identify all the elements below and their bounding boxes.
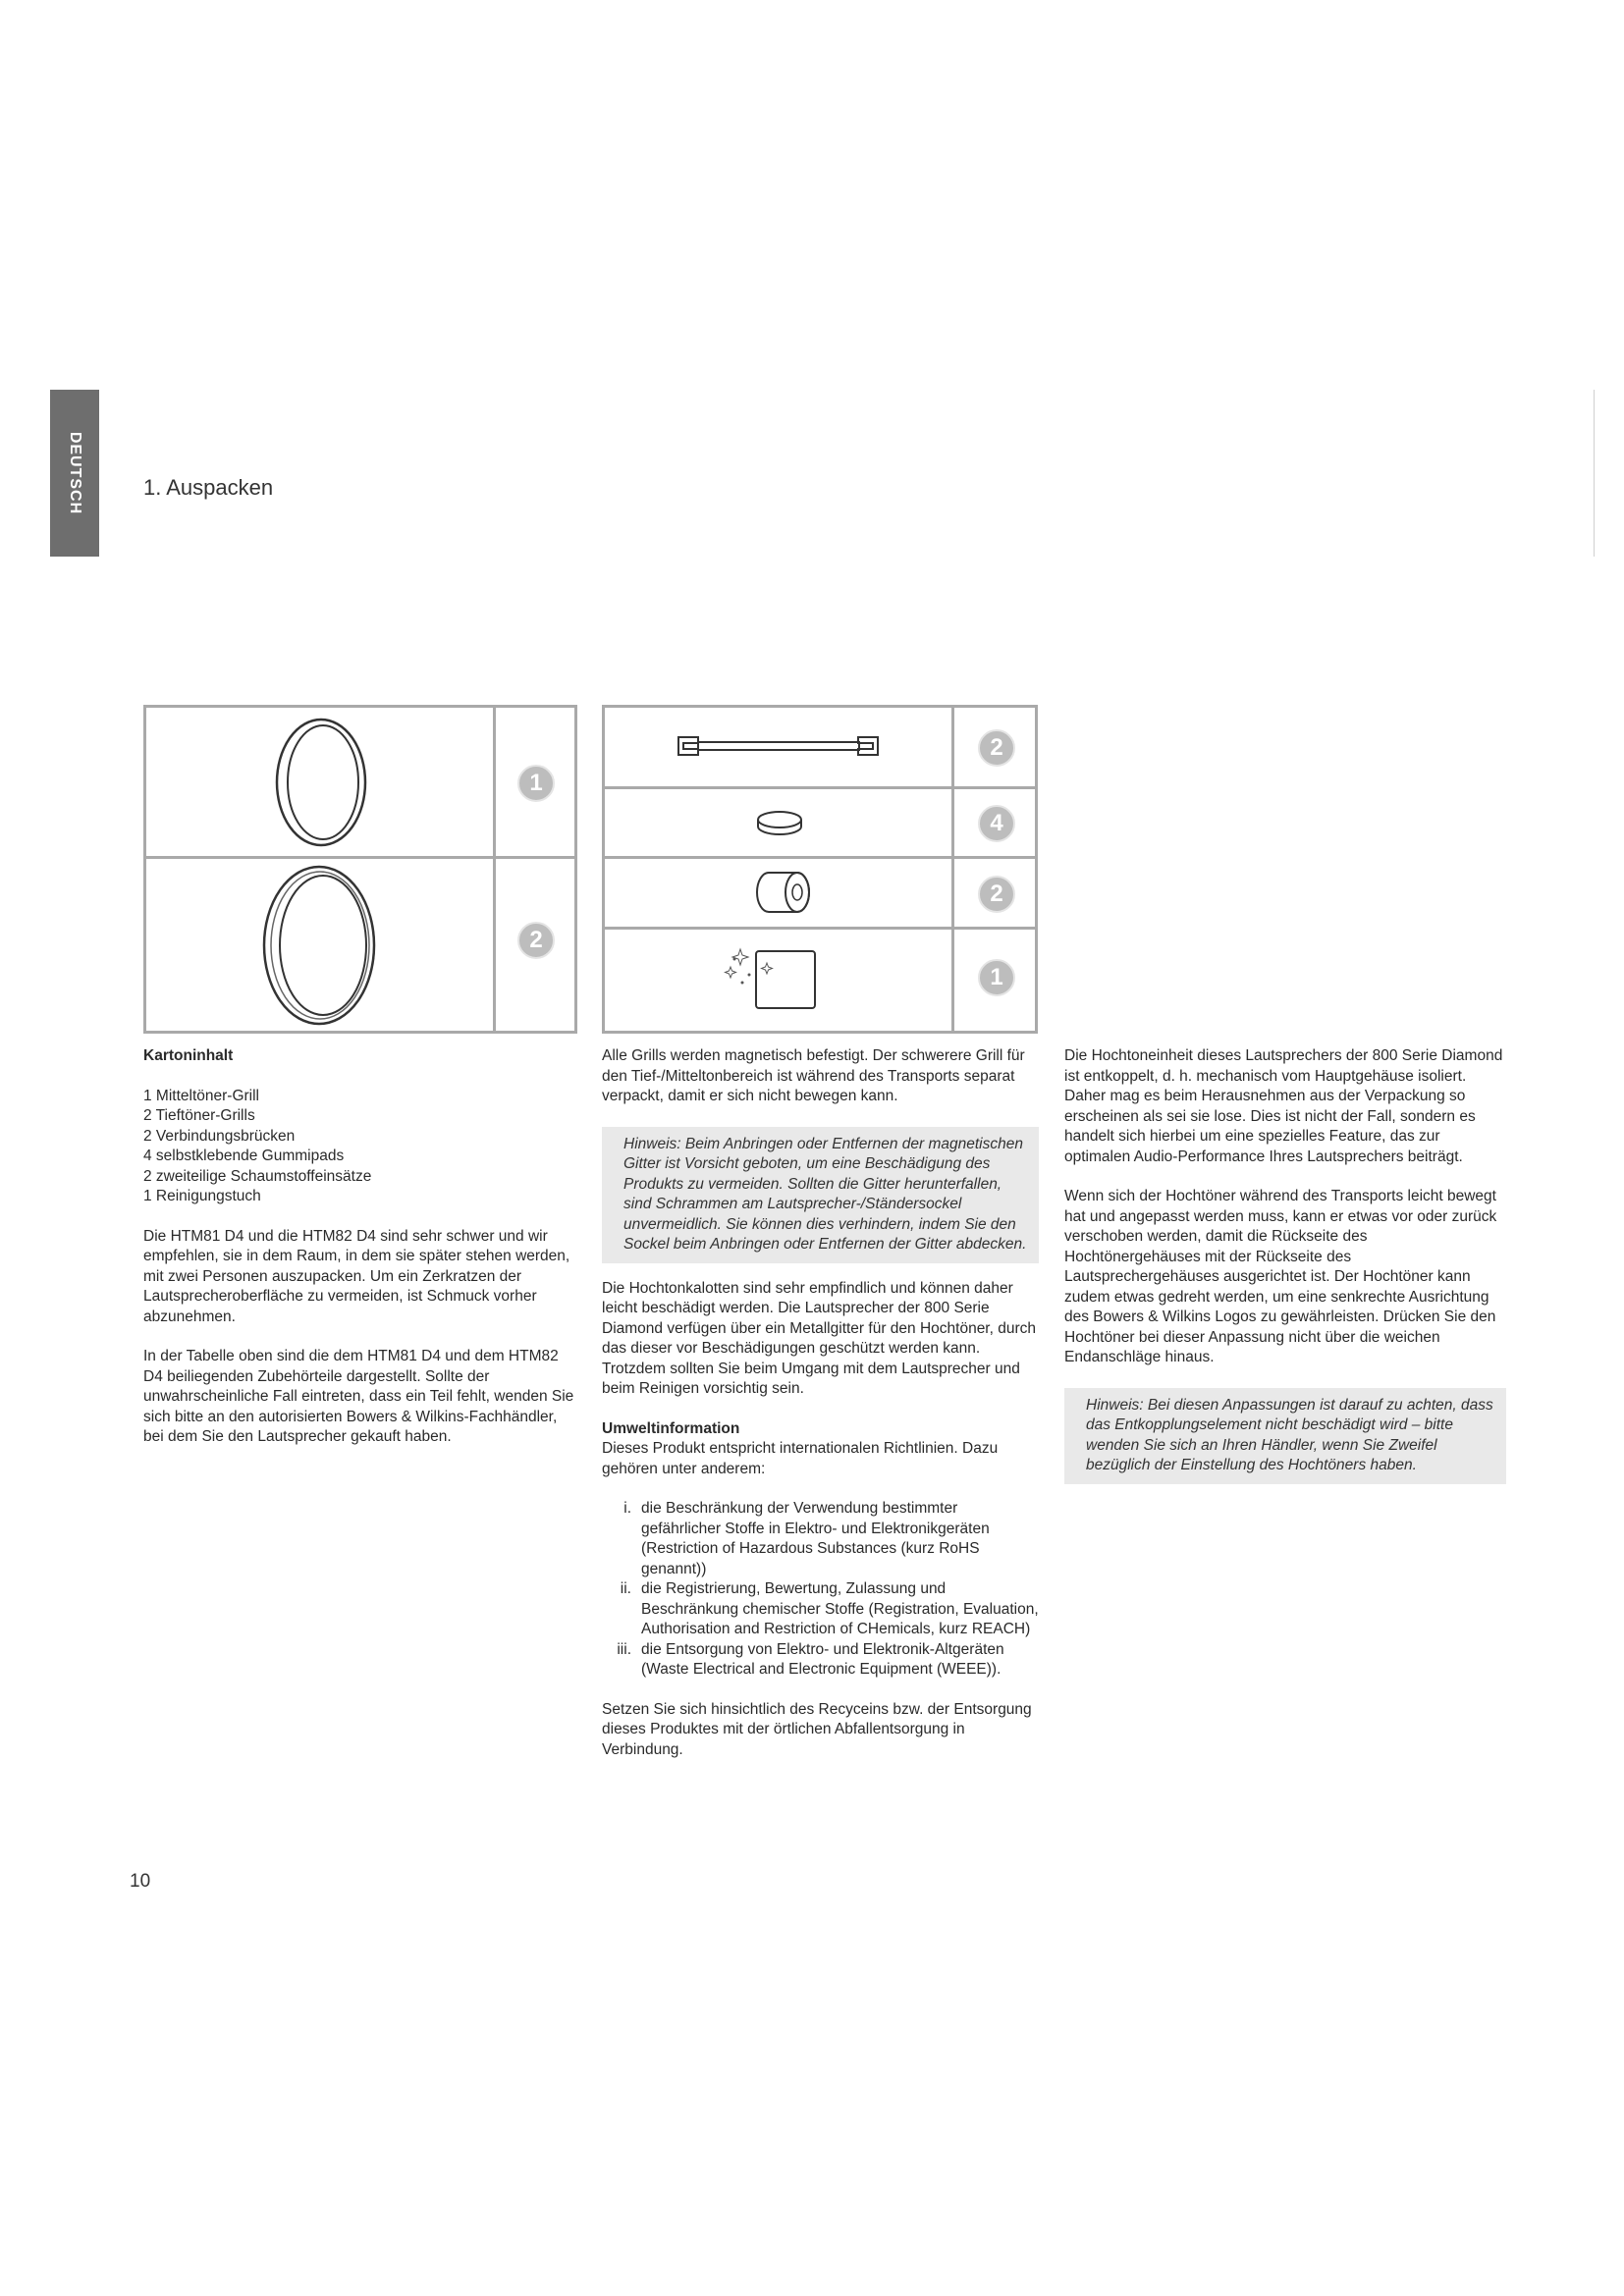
language-tab bbox=[50, 390, 99, 557]
paragraph: Alle Grills werden magnetisch befestigt. Der schwerere Grill für den Tief-/Mitteltonbereich ist während des Transports separat verpackt, damit er sich nicht bewegen kann. bbox=[602, 1047, 1025, 1104]
link-bridge-icon bbox=[605, 708, 951, 786]
page-number: 10 bbox=[130, 1871, 151, 1892]
contents-list bbox=[143, 1087, 580, 1207]
language-tab-label: DEUTSCH bbox=[67, 431, 83, 515]
cleaning-cloth-icon bbox=[605, 930, 951, 1031]
contents-heading: Kartoninhalt bbox=[143, 1047, 234, 1064]
paragraph: Setzen Sie sich hinsichtlich des Recyceins bzw. der Entsorgung dieses Produktes mit der örtlichen Abfallentsorgung in Verbindung. bbox=[602, 1700, 1032, 1758]
list-text: die Beschränkung der Verwendung bestimmter gefährlicher Stoffe in Elektro- und Elektronikgeräten (Restriction of Hazardous Substances (kurz RoHS genannt)) bbox=[641, 1500, 990, 1577]
table-row bbox=[605, 930, 954, 1031]
list-item: 1 Reinigungstuch bbox=[143, 1188, 261, 1204]
list-item: 2 zweiteilige Schaumstoffeinsätze bbox=[143, 1167, 372, 1185]
bass-grill-icon bbox=[146, 859, 493, 1031]
right-edge-rule bbox=[1594, 390, 1595, 557]
list-item: 2 Verbindungsbrücken bbox=[143, 1127, 296, 1145]
table-row bbox=[605, 859, 954, 930]
list-number: i. bbox=[623, 1500, 631, 1517]
note-box: Hinweis: Bei diesen Anpassungen ist darauf zu achten, dass das Entkopplungselement nicht beschädigt wird – bitte wenden Sie sich an Ihren Händler, wenn Sie Zweifel bezüglich der Einstellung des Hochtöners haben. bbox=[1064, 1388, 1506, 1484]
quantity-badge: 1 bbox=[517, 765, 555, 802]
paragraph: Wenn sich der Hochtöner während des Transports leicht bewegt hat und angepasst werden muss, kann er etwas vor oder zurück verschoben werden, damit die Rückseite des Hochtönergehäuses mit der Rückseite des Lautsprechergehäuses ausgerichtet ist. Der Hochtöner kann zudem etwas gedreht werden, um eine senkrechte Ausrichtung des Bowers & Wilkins Logos zu gewährleisten. Drücken Sie den Hochtöner bei dieser Anpassung nicht über die weichen Endanschläge hinaus. bbox=[1064, 1188, 1497, 1365]
list-number: iii. bbox=[617, 1640, 631, 1658]
table-row bbox=[146, 859, 496, 1031]
list-item bbox=[602, 1579, 1039, 1640]
foam-bung-icon bbox=[605, 859, 951, 927]
list-item: 4 selbstklebende Gummipads bbox=[143, 1148, 345, 1164]
paragraph: Die HTM81 D4 und die HTM82 D4 sind sehr schwer und wir empfehlen, sie in dem Raum, in dem sie später stehen werden, mit zwei Personen auszupacken. Um ein Zerkratzen der Lautsprecheroberfläche zu vermeiden, ist Schmuck vorher abzunehmen. bbox=[143, 1227, 570, 1325]
section-title: 1. Auspacken bbox=[143, 475, 274, 500]
quantity-badge: 1 bbox=[978, 959, 1015, 996]
paragraph: In der Tabelle oben sind die dem HTM81 D4 und dem HTM82 D4 beiliegenden Zubehörteile dargestellt. Sollte der unwahrscheinliche Fall eintreten, dass ein Teil fehlt, wenden Sie sich bitte an den autorisierten Bowers & Wilkins-Fachhändler, bei dem Sie den Lautsprecher gekauft haben. bbox=[143, 1348, 574, 1445]
paragraph: Die Hochtonkalotten sind sehr empfindlich und können daher leicht beschädigt werden. Die Lautsprecher der 800 Serie Diamond verfügen über ein Metallgitter für den Hochtöner, durch das dieser vor Beschädigungen geschützt werden kann. Trotzdem sollten Sie beim Umgang mit dem Lautsprecher und beim Reinigen vorsichtig sein. bbox=[602, 1279, 1036, 1397]
midrange-grill-icon bbox=[146, 708, 496, 856]
list-item: 2 Tieftöner-Grills bbox=[143, 1107, 255, 1124]
quantity-badge: 4 bbox=[978, 805, 1015, 842]
column-3 bbox=[1064, 1046, 1506, 1500]
environment-list bbox=[602, 1499, 1039, 1681]
paragraph: Die Hochtoneinheit dieses Lautsprechers der 800 Serie Diamond ist entkoppelt, d. h. mechanisch vom Hauptgehäuse isoliert. Daher mag es beim Herausnehmen aus der Verpackung so erscheinen als sei sie lose. Dies ist nicht der Fall, sondern es handelt sich hierbei um eine spezielles Feature, das zur optimalen Audio-Performance Ihres Lautsprechers beiträgt. bbox=[1064, 1047, 1503, 1165]
contents-table-left bbox=[143, 705, 577, 1034]
list-text: die Registrierung, Bewertung, Zulassung und Beschränkung chemischer Stoffe (Registration, Evaluation, Authorisation and Restriction of CHemicals, kurz REACH) bbox=[641, 1580, 1039, 1637]
quantity-badge: 2 bbox=[517, 922, 555, 959]
paragraph: Dieses Produkt entspricht internationalen Richtlinien. Dazu gehören unter anderem: bbox=[602, 1440, 999, 1477]
list-item bbox=[602, 1499, 1039, 1579]
note-box: Hinweis: Beim Anbringen oder Entfernen der magnetischen Gitter ist Vorsicht geboten, um eine Beschädigung des Produkts zu vermeiden. Sollten die Gitter herunterfallen, sind Schrammen am Lautsprecher-/Ständersockel unvermeidlich. Sie können dies verhindern, indem Sie den Sockel beim Anbringen oder Entfernen der Gitter abdecken. bbox=[602, 1127, 1039, 1263]
column-2 bbox=[602, 1046, 1039, 1780]
rubber-pad-icon bbox=[605, 789, 951, 856]
environment-heading: Umweltinformation bbox=[602, 1419, 740, 1437]
column-1 bbox=[143, 1046, 580, 1468]
contents-table-right bbox=[602, 705, 1038, 1034]
list-text: die Entsorgung von Elektro- und Elektronik-Altgeräten (Waste Electrical and Electronic Equipment (WEEE)). bbox=[641, 1640, 1004, 1678]
table-row bbox=[605, 708, 954, 789]
table-row bbox=[146, 708, 496, 859]
list-item: 1 Mitteltöner-Grill bbox=[143, 1087, 259, 1104]
list-number: ii. bbox=[620, 1580, 631, 1597]
list-item bbox=[602, 1640, 1039, 1681]
quantity-badge: 2 bbox=[978, 729, 1015, 767]
table-row bbox=[605, 789, 954, 859]
quantity-badge: 2 bbox=[978, 876, 1015, 913]
